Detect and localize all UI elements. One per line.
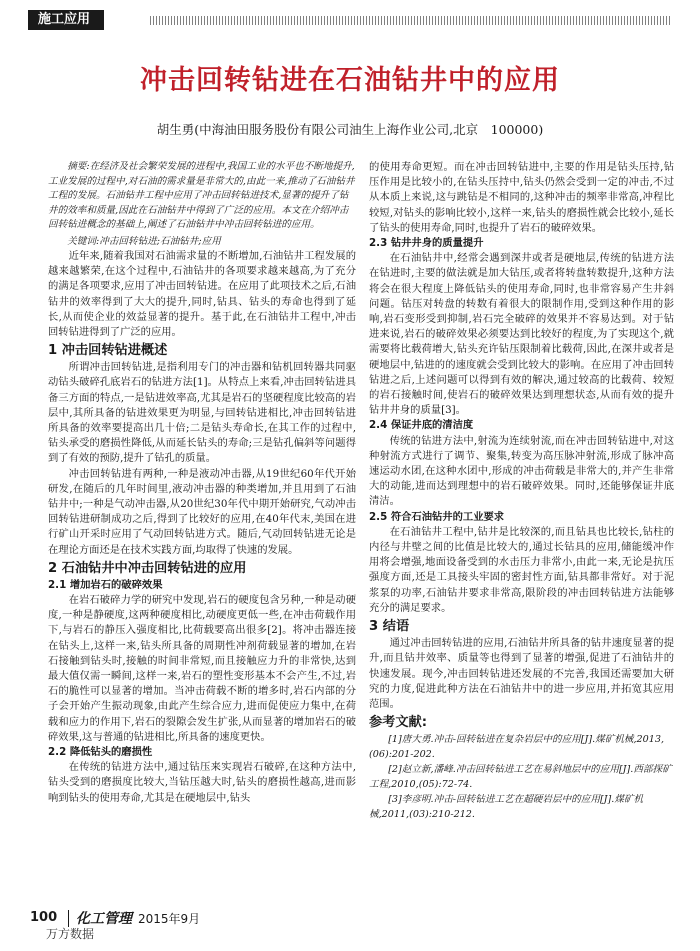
right-column <box>369 160 674 822</box>
paragraph-1-2: 冲击回转钻进有两种,一种是液动冲击器,从19世纪60年代开始研发,在随后的几年时间里,液动冲击器的种类增加,并且用到了石油钻井中;一种是气动冲击器,从20世纪30年代中期开始研究,气动冲击回转钻进研制成功之后,得到了比较好的应用,在40年代末,美国在进行矿山开采时应用了气动回转钻进方式。随后,气动回转钻进无论是在理论方面还是在技术实践方面,均取得了快速的发展。 <box>48 467 356 556</box>
heading-2-1: 2.1 增加岩石的破碎效果 <box>48 578 163 591</box>
section-tag: 施工应用 <box>28 10 104 30</box>
heading-2: 2 石油钻井中冲击回转钻进的应用 <box>48 560 247 576</box>
heading-2-3: 2.3 钻井井身的质量提升 <box>369 237 484 250</box>
paragraph-3: 通过冲击回转钻进的应用,石油钻井所具备的钻井速度显著的提升,而且钻井效率、质量等也得到了显著的增强,促进了石油钻井的快速发展。现今,冲击回转钻进还发展的不完善,我国还需要加大研究的力度,促进此种方法在石油钻井中的进一步应用,并拓宽其应用范围。 <box>369 637 674 710</box>
page-number: 100 <box>30 910 58 925</box>
paragraph-2-3: 在石油钻井中,经常会遇到深井或者是硬地层,传统的钻进方法在钻进时,主要的做法就是加大钻压,或者将转盘转数提升,这种方法将会在很大程度上降低钻头的使用寿命,同时,也非常容易产生井斜问题。钻压对转盘的转数有着很大的限制作用,受到这种作用的影响,岩石变形受到抑制,岩石完全破碎的效果并不容易达到。对于钻进来说,岩石的破碎效果必须要达到比较好的程度,为了实现这个,就需要将比载荷增大,钻头充许钻压限制着比载荷,因此,在深井或者是硬地层中,钻进的的速度就会受到比较大的影响。在应用了冲击回转钻进之后,上述问题可以得到有效的解决,通过较高的比载荷、较短的岩石接触时间,使岩石的破碎效果达到理想状态,从而有效的提升钻井井身的质量[3]。 <box>369 252 674 417</box>
reference-item: [3]李彦明.冲击-回转钻进工艺在超硬岩层中的应用[J].煤矿机械,2011,(03):210-212. <box>369 794 644 821</box>
paragraph-1-1: 所谓冲击回转钻进,是指利用专门的冲击器和钻机回转器共同驱动钻头破碎孔底岩石的钻进方法[1]。从特点上来看,冲击回转钻进具备三方面的特点,一是钻进效率高,尤其是岩石的坚硬程度比较高的岩层中,其所具备的钻进效果更为明显,与回转钻进相比,冲击回转钻进所具备的效率要提高出几十倍;二是钻头寿命长,在其工作的过程中,钻头承受的磨损性降低,从而延长钻头的寿命;三是钻孔偏斜等问题得到了有效的预防,提升了钻孔的质量。 <box>48 361 356 465</box>
journal-logo: 化工管理 <box>76 911 132 927</box>
header-pattern-rule <box>150 16 670 25</box>
section-header <box>0 4 700 32</box>
watermark: 万方数据 <box>46 927 95 941</box>
abstract: 摘要:在经济及社会繁荣发展的进程中,我国工业的水平也不断地提升,工业发展的过程中,对石油的需求量是非常大的,由此一来,推动了石油钻井工程的发展。石油钻井工程中应用了冲击回转钻进技术,显著的提升了钻井的效率和质量,因此在石油钻井中得到了广泛的应用。本文在介绍冲击回转钻进概念的基础上,阐述了石油钻井中冲击回转钻进的应用。 <box>48 161 355 231</box>
references-title: 参考文献: <box>369 715 428 731</box>
intro-paragraph: 近年来,随着我国对石油需求量的不断增加,石油钻井工程发展的越来越繁荣,在这个过程中,石油钻井的各项要求越来越高,为了充分的满足各项要求,应用了冲击回转钻进。在应用了此项技术之后,石油钻井的效率得到了大大的提升,同时,钻具、钻头的寿命也得到了延长,从而使企业的效益显著的提升。基于此,在石油钻井工程中,冲击回转钻进得到了广泛的应用。 <box>48 249 356 338</box>
issue-date: 2015年9月 <box>138 912 201 926</box>
paragraph-2-4: 传统的钻进方法中,射流为连续射流,而在冲击回转钻进中,对这种射流方式进行了调节、聚集,转变为高压脉冲射流,形成了脉冲高速运动水团,在这种水团中,形成的冲击荷载是非常大的,并产生非常大的动能,进而达到理想中的岩石破碎效果。同时,还能够保证井底清洁。 <box>369 434 674 508</box>
paragraph-2-1: 在岩石破碎力学的研究中发现,岩石的硬度包含另种,一种是动硬度,一种是静硬度,这两种硬度相比,动硬度更低一些,在冲击荷载作用下,与岩石的静压入强度相比,比荷载要高出很多[2]。将冲击器连接在钻头上,这样一来,钻头所具备的周期性冲剂荷载显著的增加,在岩石接触到钻头时,接触的时间非常短,而且接触应力升的非常快,达到最大值仅需一瞬间,这样一来,岩石的塑性变形基本不会产生,不过,岩石的脆性可以显著的增加。当冲击荷载不断的增多时,岩石内部的分子会开始产生振动现象,由此产生综合应力,进而促使应力集中,在荷载和应力的作用下,岩石的裂隙会发生扩张,从而显著的增加岩石的破碎效果,这与普通的钻进相比,所具备的速度更快。 <box>48 594 356 743</box>
reference-item: [2]赵立新,潘峰.冲击回转钻进工艺在易斜地层中的应用[J].西部探矿工程,2010,(05):72-74. <box>369 764 672 791</box>
article-title: 冲击回转钻进在石油钻井中的应用 <box>140 65 560 96</box>
heading-2-5: 2.5 符合石油钻井的工业要求 <box>369 510 505 523</box>
heading-2-4: 2.4 保证井底的清洁度 <box>369 419 474 432</box>
left-column <box>48 160 356 806</box>
keywords: 关键词:冲击回转钻进;石油钻井;应用 <box>67 235 221 247</box>
page-footer <box>30 910 330 942</box>
paragraph-2-2-continued: 的使用寿命更短。而在冲击回转钻进中,主要的作用是钻头压持,钻压作用是比较小的,在钻头压持中,钻头仍然会受到一定的冲击,不过从本质上来说,这与跳钻是不相同的,这种冲击的频率非常高,冲程比较短,对钻头的影响比较小,这样一来,钻头的磨损性就会比较小,延长了钻头的使用寿命,同时,也提升了岩石的破碎效果。 <box>369 161 674 234</box>
author-line: 胡生勇(中海油田服务股份有限公司油生上海作业公司,北京 100000) <box>156 122 544 137</box>
paragraph-2-5: 在石油钻井工程中,钻井是比较深的,而且钻具也比较长,钻柱的内径与井壁之间的比值是比较大的,通过长钻具的应用,储能缓冲作用将会增强,地面设备受到的水击压力非常小,由此一来,无论是抗压强度方面,还是工具接头牢固的密封性方面,钻具都非常好。对于泥浆泵的功率,石油钻井要求非常高,限阶段的冲击回转钻进方法能够充分的满足要求。 <box>369 525 674 614</box>
reference-item: [1]唐大勇.冲击-回转钻进在复杂岩层中的应用[J].煤矿机械,2013,(06):201-202. <box>369 734 665 761</box>
heading-1: 1 冲击回转钻进概述 <box>48 343 168 359</box>
paragraph-2-2: 在传统的钻进方法中,通过钻压来实现岩石破碎,在这种方法中,钻头受到的磨损度比较大,当钻压越大时,钻头的磨损性越高,进而影响到钻头的使用寿命,尤其是在硬地层中,钻头 <box>48 761 356 804</box>
heading-2-2: 2.2 降低钻头的磨损性 <box>48 746 153 759</box>
heading-3: 3 结语 <box>369 619 410 635</box>
